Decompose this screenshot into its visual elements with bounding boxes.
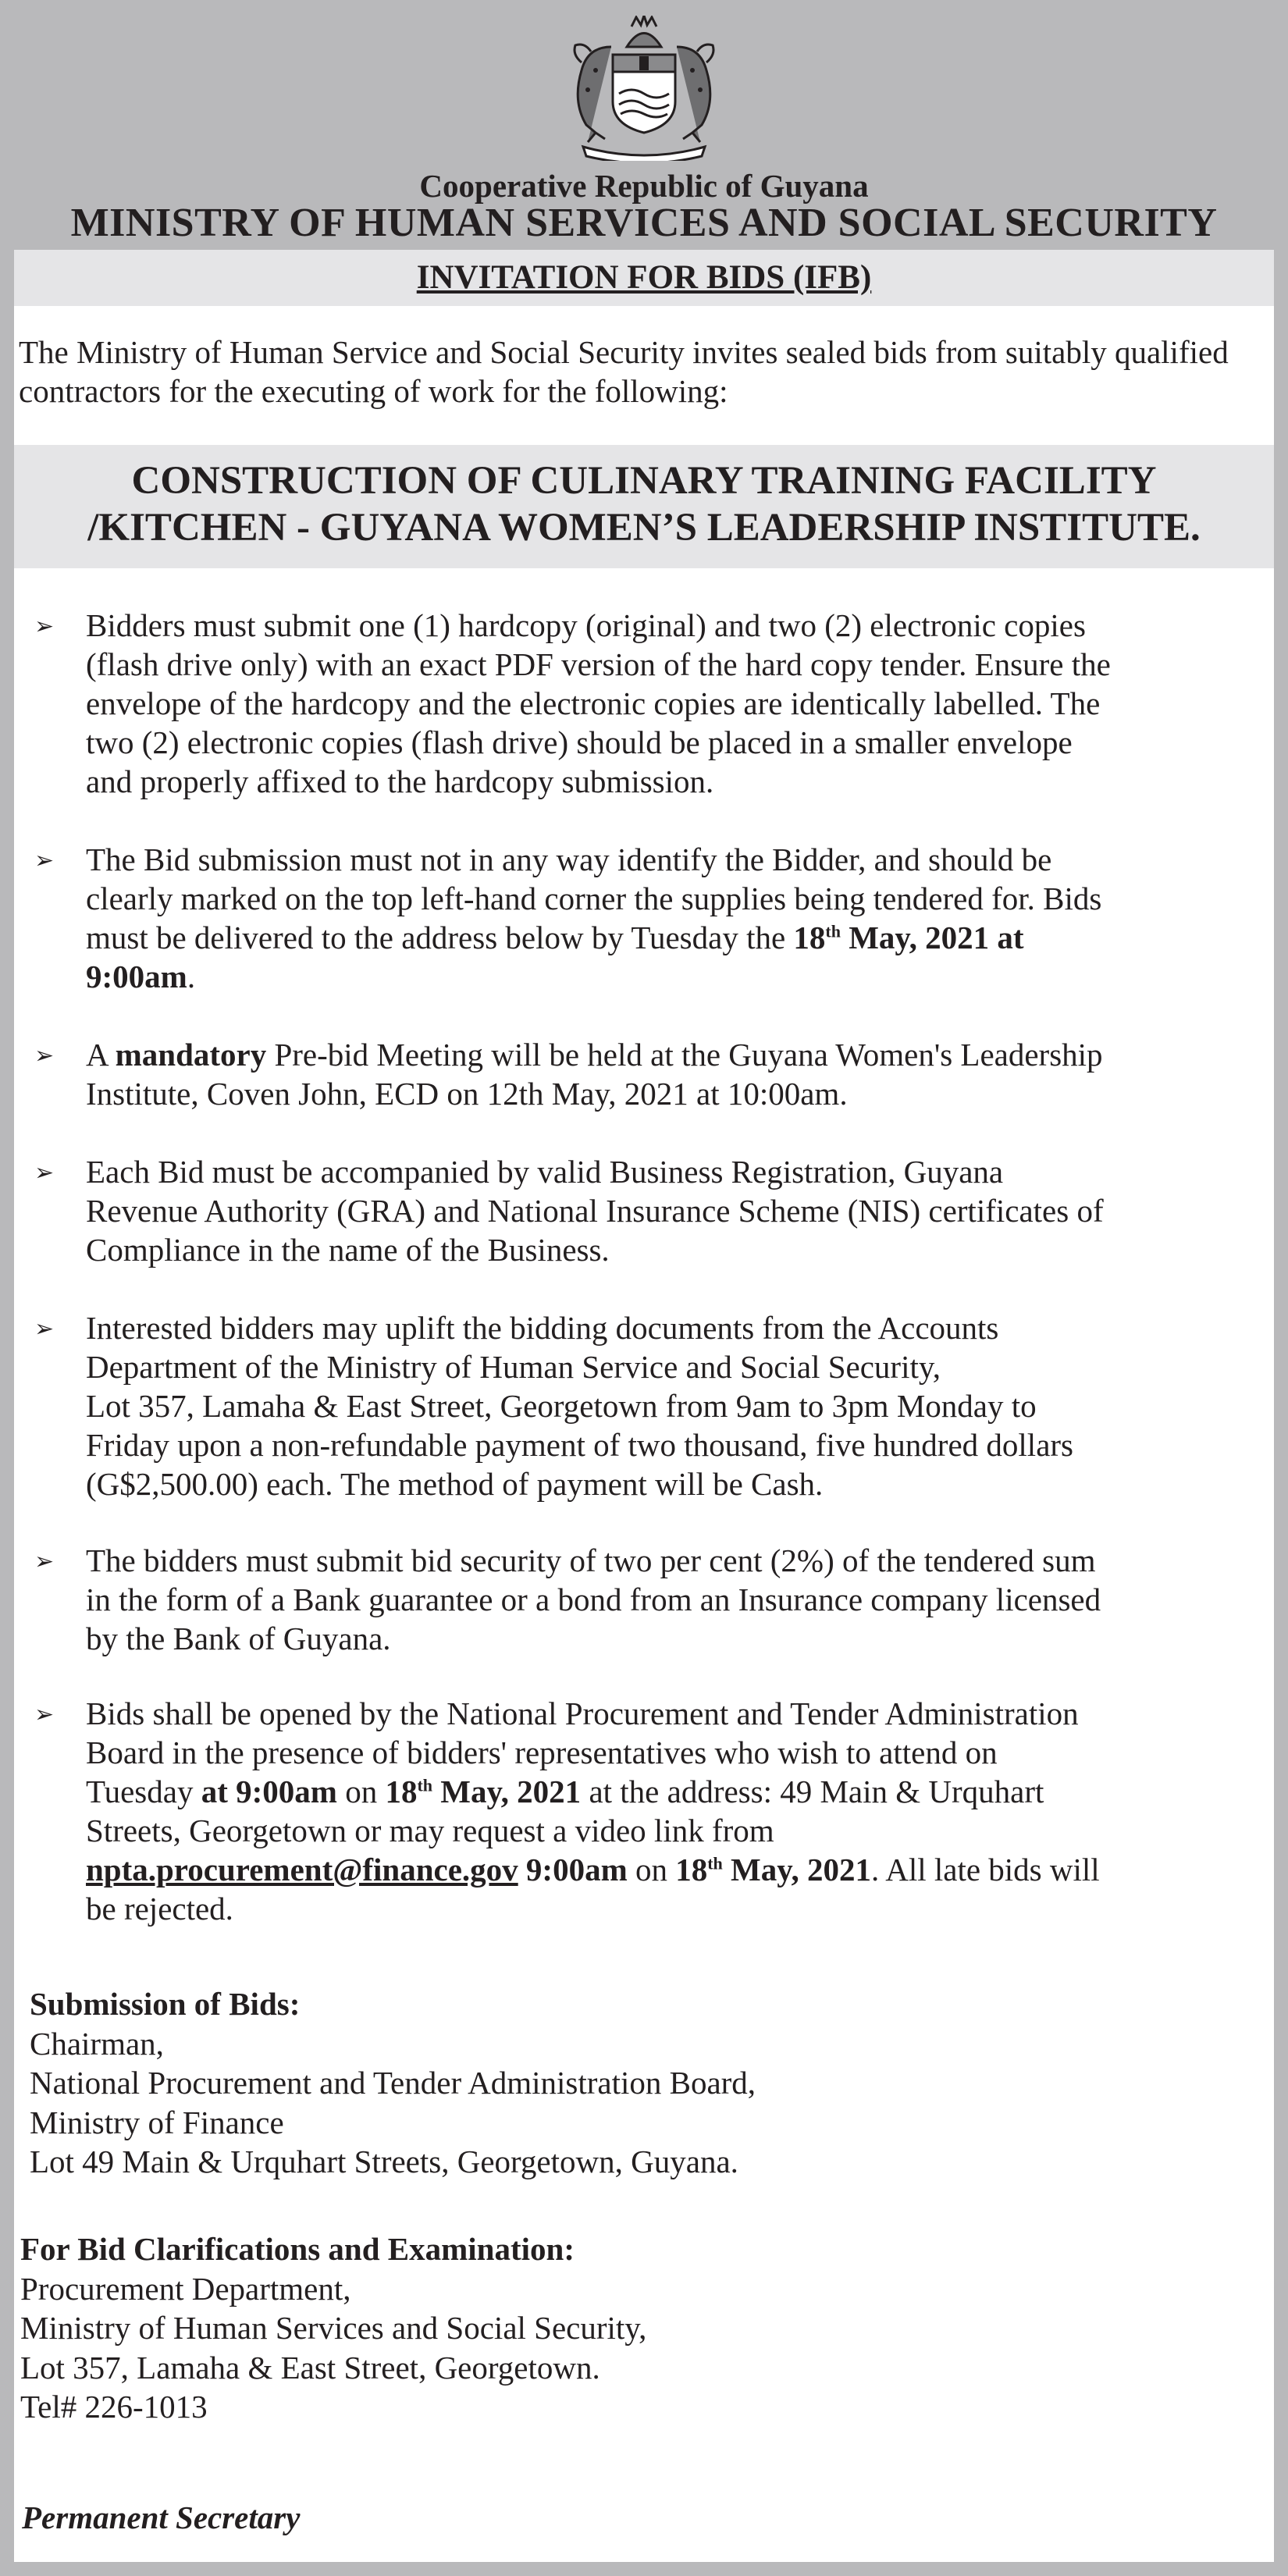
- time-text: at 9:00am: [201, 1774, 337, 1809]
- telephone-line: Tel# 226-1013: [20, 2389, 208, 2425]
- text-line: Streets, Georgetown or may request a video link from: [86, 1813, 774, 1848]
- text-line: Bidders must submit one (1) hardcopy (original) and two (2) electronic copies: [86, 607, 1086, 643]
- time-text: 9:00am: [518, 1852, 628, 1888]
- list-item-text: [86, 1152, 1271, 1269]
- text-span: at the address: 49 Main & Urquhart: [581, 1774, 1044, 1809]
- signature-title: Permanent Secretary: [22, 2500, 301, 2535]
- arrow-bullet-icon: ➢: [34, 1159, 55, 1187]
- submission-heading: Submission of Bids:: [30, 1986, 301, 2022]
- text-line: [86, 1772, 1271, 1811]
- text-line: be rejected.: [86, 1891, 233, 1927]
- ordinal-suffix: th: [417, 1775, 432, 1795]
- clarifications-address-block: [20, 2229, 646, 2427]
- text-line: Institute, Coven John, ECD on 12th May, 2021 at 10:00am.: [86, 1076, 848, 1112]
- ifb-banner: [14, 250, 1274, 306]
- address-line: Lot 49 Main & Urquhart Streets, Georgetown, Guyana.: [30, 2144, 738, 2179]
- address-line: National Procurement and Tender Administration Board,: [30, 2065, 756, 2101]
- ordinal-suffix: th: [825, 921, 841, 941]
- date-text: May, 2021: [432, 1774, 582, 1809]
- date-text: May, 2021: [722, 1852, 871, 1888]
- email-link[interactable]: npta.procurement@finance.gov: [86, 1852, 518, 1888]
- address-line: Lot 357, Lamaha & East Street, Georgetown.: [20, 2349, 600, 2386]
- text-span: . All late bids will: [870, 1852, 1100, 1888]
- text-span: must be delivered to the address below by Tuesday the: [86, 920, 794, 955]
- address-line: Ministry of Finance: [30, 2104, 284, 2140]
- time-text: 9:00am: [86, 959, 187, 994]
- date-text: May, 2021 at: [840, 920, 1024, 955]
- intro-paragraph: The Ministry of Human Service and Social Security invites sealed bids from suitably qualified contractors for the executing of work for the following:: [19, 334, 1229, 409]
- submission-address-block: [30, 1984, 756, 2182]
- list-item-text: [86, 1035, 1271, 1113]
- arrow-bullet-icon: ➢: [34, 613, 55, 640]
- notice-panel: [14, 250, 1274, 2562]
- country-name: Cooperative Republic of Guyana: [419, 168, 869, 204]
- text-line: clearly marked on the top left-hand corner the supplies being tendered for. Bids: [86, 881, 1102, 916]
- list-item-text: [86, 606, 1271, 801]
- ifb-heading: INVITATION FOR BIDS (IFB): [416, 259, 872, 296]
- text-line: [86, 957, 1271, 996]
- text-line: and properly affixed to the hardcopy submission.: [86, 763, 714, 799]
- text-line: The Bid submission must not in any way identify the Bidder, and should be: [86, 841, 1052, 877]
- text-line: Bids shall be opened by the National Procurement and Tender Administration: [86, 1695, 1079, 1731]
- text-span: Tuesday: [86, 1774, 201, 1809]
- project-title-banner: [14, 445, 1274, 568]
- text-span: A: [86, 1037, 116, 1073]
- header: [0, 0, 1288, 250]
- mandatory-label: mandatory: [115, 1037, 267, 1073]
- text-line: [86, 1850, 1271, 1889]
- text-span: .: [187, 959, 196, 994]
- text-line: Compliance in the name of the Business.: [86, 1232, 610, 1268]
- text-line: Interested bidders may uplift the bidding documents from the Accounts: [86, 1310, 999, 1346]
- text-line: envelope of the hardcopy and the electronic copies are identically labelled. The: [86, 685, 1101, 721]
- address-line: Procurement Department,: [20, 2270, 351, 2307]
- text-span: Pre-bid Meeting will be held at the Guyana Women's Leadership: [266, 1037, 1103, 1073]
- text-line: (G$2,500.00) each. The method of payment will be Cash.: [86, 1466, 824, 1502]
- project-title: [14, 457, 1274, 551]
- text-line: Lot 357, Lamaha & East Street, Georgetown from 9am to 3pm Monday to: [86, 1388, 1037, 1424]
- project-title-line: CONSTRUCTION OF CULINARY TRAINING FACILITY: [131, 459, 1157, 503]
- list-item-text: [86, 840, 1271, 996]
- address-line: Ministry of Human Services and Social Security,: [20, 2310, 647, 2346]
- text-line: two (2) electronic copies (flash drive) should be placed in a smaller envelope: [86, 724, 1073, 760]
- text-line: Each Bid must be accompanied by valid Business Registration, Guyana: [86, 1154, 1004, 1190]
- text-span: on: [627, 1852, 676, 1888]
- text-line: (flash drive only) with an exact PDF version of the hard copy tender. Ensure the: [86, 646, 1111, 682]
- list-item-text: [86, 1308, 1271, 1503]
- ministry-name: MINISTRY OF HUMAN SERVICES AND SOCIAL SECURITY: [70, 201, 1218, 245]
- text-line: Board in the presence of bidders' representatives who wish to attend on: [86, 1735, 998, 1770]
- date-day: 18: [385, 1774, 418, 1809]
- arrow-bullet-icon: ➢: [34, 1315, 55, 1343]
- list-item-text: [86, 1694, 1271, 1928]
- text-line: [86, 1035, 1271, 1074]
- date-day: 18: [675, 1852, 708, 1888]
- project-title-line: /KITCHEN - GUYANA WOMEN’S LEADERSHIP INSTITUTE.: [87, 506, 1201, 550]
- text-line: in the form of a Bank guarantee or a bond from an Insurance company licensed: [86, 1582, 1101, 1617]
- list-item-text: [86, 1541, 1271, 1658]
- text-line: Revenue Authority (GRA) and National Insurance Scheme (NIS) certificates of: [86, 1193, 1104, 1229]
- text-line: [86, 918, 1271, 957]
- ordinal-suffix: th: [707, 1853, 723, 1873]
- text-line: Department of the Ministry of Human Service and Social Security,: [86, 1349, 941, 1385]
- arrow-bullet-icon: ➢: [34, 1701, 55, 1728]
- clarifications-heading: For Bid Clarifications and Examination:: [20, 2231, 575, 2267]
- arrow-bullet-icon: ➢: [34, 1042, 55, 1069]
- text-line: The bidders must submit bid security of two per cent (2%) of the tendered sum: [86, 1542, 1096, 1578]
- date-day: 18: [793, 920, 826, 955]
- address-line: Chairman,: [30, 2025, 164, 2062]
- text-span: on: [336, 1774, 386, 1809]
- text-line: Friday upon a non-refundable payment of two thousand, five hundred dollars: [86, 1427, 1073, 1463]
- arrow-bullet-icon: ➢: [34, 847, 55, 874]
- arrow-bullet-icon: ➢: [34, 1548, 55, 1575]
- text-line: by the Bank of Guyana.: [86, 1621, 391, 1656]
- coat-of-arms-icon: [564, 16, 724, 161]
